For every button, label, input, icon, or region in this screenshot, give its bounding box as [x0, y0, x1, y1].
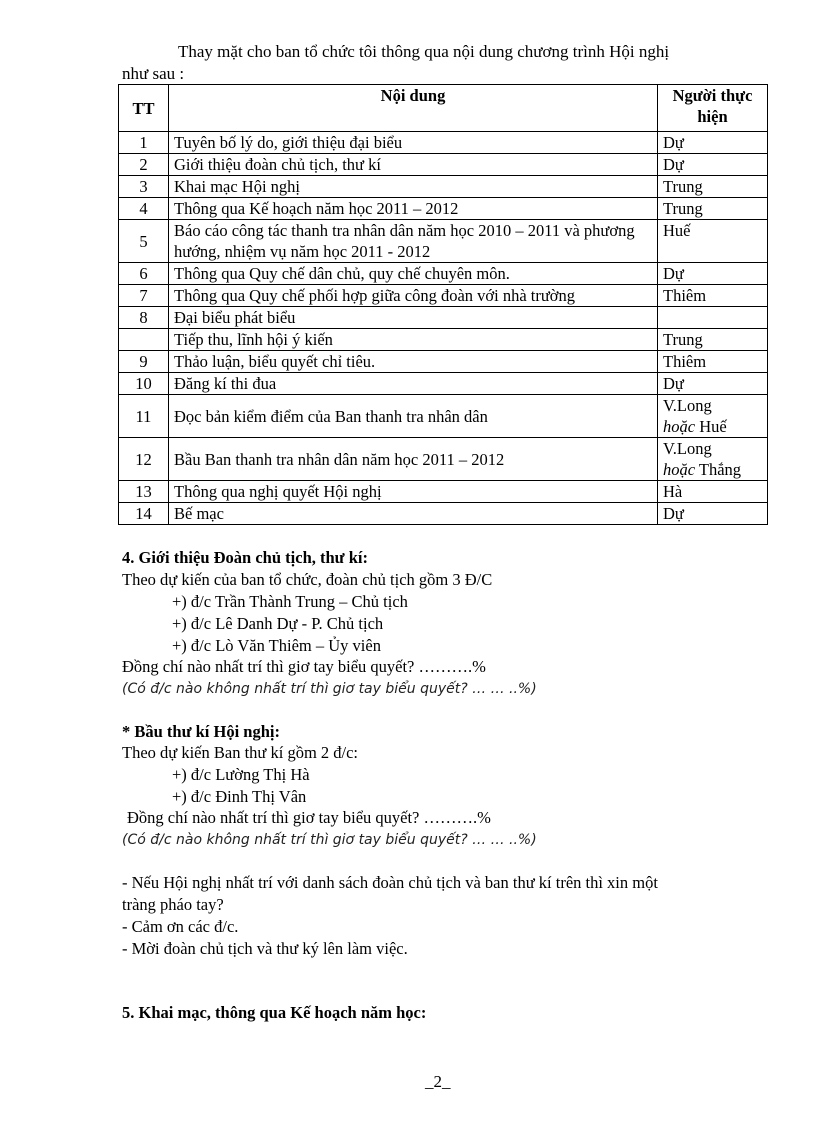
row-person: Huế: [658, 220, 768, 263]
header-content: Nội dung: [169, 85, 658, 132]
row-content: Bế mạc: [169, 503, 658, 525]
section4-heading: 4. Giới thiệu Đoàn chủ tịch, thư kí:: [122, 548, 368, 567]
row-person: Dự: [658, 373, 768, 395]
row-number: 8: [119, 307, 169, 329]
closing-line-3: - Cảm ơn các đ/c.: [122, 917, 239, 936]
agenda-header-row: [119, 85, 768, 132]
table-row: [119, 503, 768, 525]
person-secondary: Huế: [699, 417, 727, 436]
row-number: 11: [119, 395, 169, 438]
secretary-intro: Theo dự kiến Ban thư kí gồm 2 đ/c:: [122, 743, 359, 762]
presidium-member: +) đ/c Lò Văn Thiêm – Ủy viên: [172, 636, 381, 655]
agenda-table: [118, 84, 768, 525]
row-content: Đăng kí thi đua: [169, 373, 658, 395]
person-primary: V.Long: [663, 439, 712, 458]
row-number: 14: [119, 503, 169, 525]
table-row: [119, 220, 768, 263]
table-row: [119, 438, 768, 481]
row-person: Dự: [658, 132, 768, 154]
row-person: Trung: [658, 329, 768, 351]
row-person: Hà: [658, 481, 768, 503]
row-person: [658, 438, 768, 481]
row-content: Giới thiệu đoàn chủ tịch, thư kí: [169, 154, 658, 176]
row-number: 1: [119, 132, 169, 154]
page-number: _2_: [425, 1072, 451, 1091]
presidium-member: +) đ/c Lê Danh Dự - P. Chủ tịch: [172, 614, 384, 633]
row-number: 4: [119, 198, 169, 220]
secretary-heading: * Bầu thư kí Hội nghị:: [122, 722, 280, 741]
presidium-vote-against: (Có đ/c nào không nhất trí thì giơ tay biểu quyết? … … ..%): [122, 681, 537, 697]
row-number: 6: [119, 263, 169, 285]
table-row: [119, 154, 768, 176]
row-content: Khai mạc Hội nghị: [169, 176, 658, 198]
row-content: Thảo luận, biểu quyết chỉ tiêu.: [169, 351, 658, 373]
table-row: [119, 373, 768, 395]
intro-line-1: Thay mặt cho ban tổ chức tôi thông qua nội dung chương trình Hội nghị: [178, 42, 670, 61]
row-content: Thông qua nghị quyết Hội nghị: [169, 481, 658, 503]
row-number: 9: [119, 351, 169, 373]
table-row: [119, 351, 768, 373]
person-alternate: [663, 459, 762, 480]
table-row: [119, 198, 768, 220]
row-content: Thông qua Kế hoạch năm học 2011 – 2012: [169, 198, 658, 220]
row-number: 10: [119, 373, 169, 395]
table-row: [119, 481, 768, 503]
or-word: hoặc: [663, 460, 696, 479]
table-row: [119, 132, 768, 154]
closing-line-4: - Mời đoàn chủ tịch và thư ký lên làm việc.: [122, 939, 408, 958]
row-person: Trung: [658, 198, 768, 220]
table-row: [119, 176, 768, 198]
row-content: Báo cáo công tác thanh tra nhân dân năm học 2010 – 2011 và phương hướng, nhiệm vụ năm học 2011 - 2012: [169, 220, 658, 263]
row-content: Thông qua Quy chế dân chủ, quy chế chuyên môn.: [169, 263, 658, 285]
row-person: Dự: [658, 503, 768, 525]
table-row: [119, 285, 768, 307]
row-person: Thiêm: [658, 351, 768, 373]
closing-line-2: tràng pháo tay?: [122, 895, 224, 914]
header-tt: TT: [119, 85, 169, 132]
table-row: [119, 263, 768, 285]
person-primary: V.Long: [663, 396, 712, 415]
row-content: Thông qua Quy chế phối hợp giữa công đoàn với nhà trường: [169, 285, 658, 307]
closing-line-1: - Nếu Hội nghị nhất trí với danh sách đoàn chủ tịch và ban thư kí trên thì xin một: [122, 873, 658, 892]
row-content: Tuyên bố lý do, giới thiệu đại biểu: [169, 132, 658, 154]
row-person: [658, 395, 768, 438]
row-person: Dự: [658, 263, 768, 285]
row-content: Đọc bản kiểm điểm của Ban thanh tra nhân dân: [169, 395, 658, 438]
table-row: [119, 395, 768, 438]
table-row: [119, 329, 768, 351]
secretary-member: +) đ/c Lường Thị Hà: [172, 765, 310, 784]
row-number: 5: [119, 220, 169, 263]
row-number: 3: [119, 176, 169, 198]
row-content: Đại biểu phát biểu: [169, 307, 658, 329]
secretary-member: +) đ/c Đinh Thị Vân: [172, 787, 307, 806]
header-person: Người thực hiện: [658, 85, 768, 132]
row-person: Dự: [658, 154, 768, 176]
row-person: Trung: [658, 176, 768, 198]
person-secondary: Thắng: [698, 460, 742, 479]
row-number: 13: [119, 481, 169, 503]
or-word: hoặc: [663, 417, 696, 436]
row-number: 7: [119, 285, 169, 307]
row-person: [658, 307, 768, 329]
row-number: [119, 329, 169, 351]
section4-intro: Theo dự kiến của ban tổ chức, đoàn chủ tịch gồm 3 Đ/C: [122, 570, 493, 589]
person-alternate: [663, 416, 762, 437]
secretary-vote-against: (Có đ/c nào không nhất trí thì giơ tay biểu quyết? … … ..%): [122, 832, 537, 848]
table-row: [119, 307, 768, 329]
row-number: 2: [119, 154, 169, 176]
intro-line-2: như sau :: [122, 64, 185, 83]
row-person: Thiêm: [658, 285, 768, 307]
row-content: Tiếp thu, lĩnh hội ý kiến: [169, 329, 658, 351]
row-number: 12: [119, 438, 169, 481]
section5-heading: 5. Khai mạc, thông qua Kế hoạch năm học:: [122, 1003, 427, 1022]
presidium-vote: Đồng chí nào nhất trí thì giơ tay biểu quyết? ……….%: [122, 657, 486, 676]
secretary-vote: Đồng chí nào nhất trí thì giơ tay biểu quyết? ……….%: [127, 808, 491, 827]
row-content: Bầu Ban thanh tra nhân dân năm học 2011 – 2012: [169, 438, 658, 481]
agenda-body: [119, 132, 768, 525]
presidium-member: +) đ/c Trần Thành Trung – Chủ tịch: [172, 592, 408, 611]
